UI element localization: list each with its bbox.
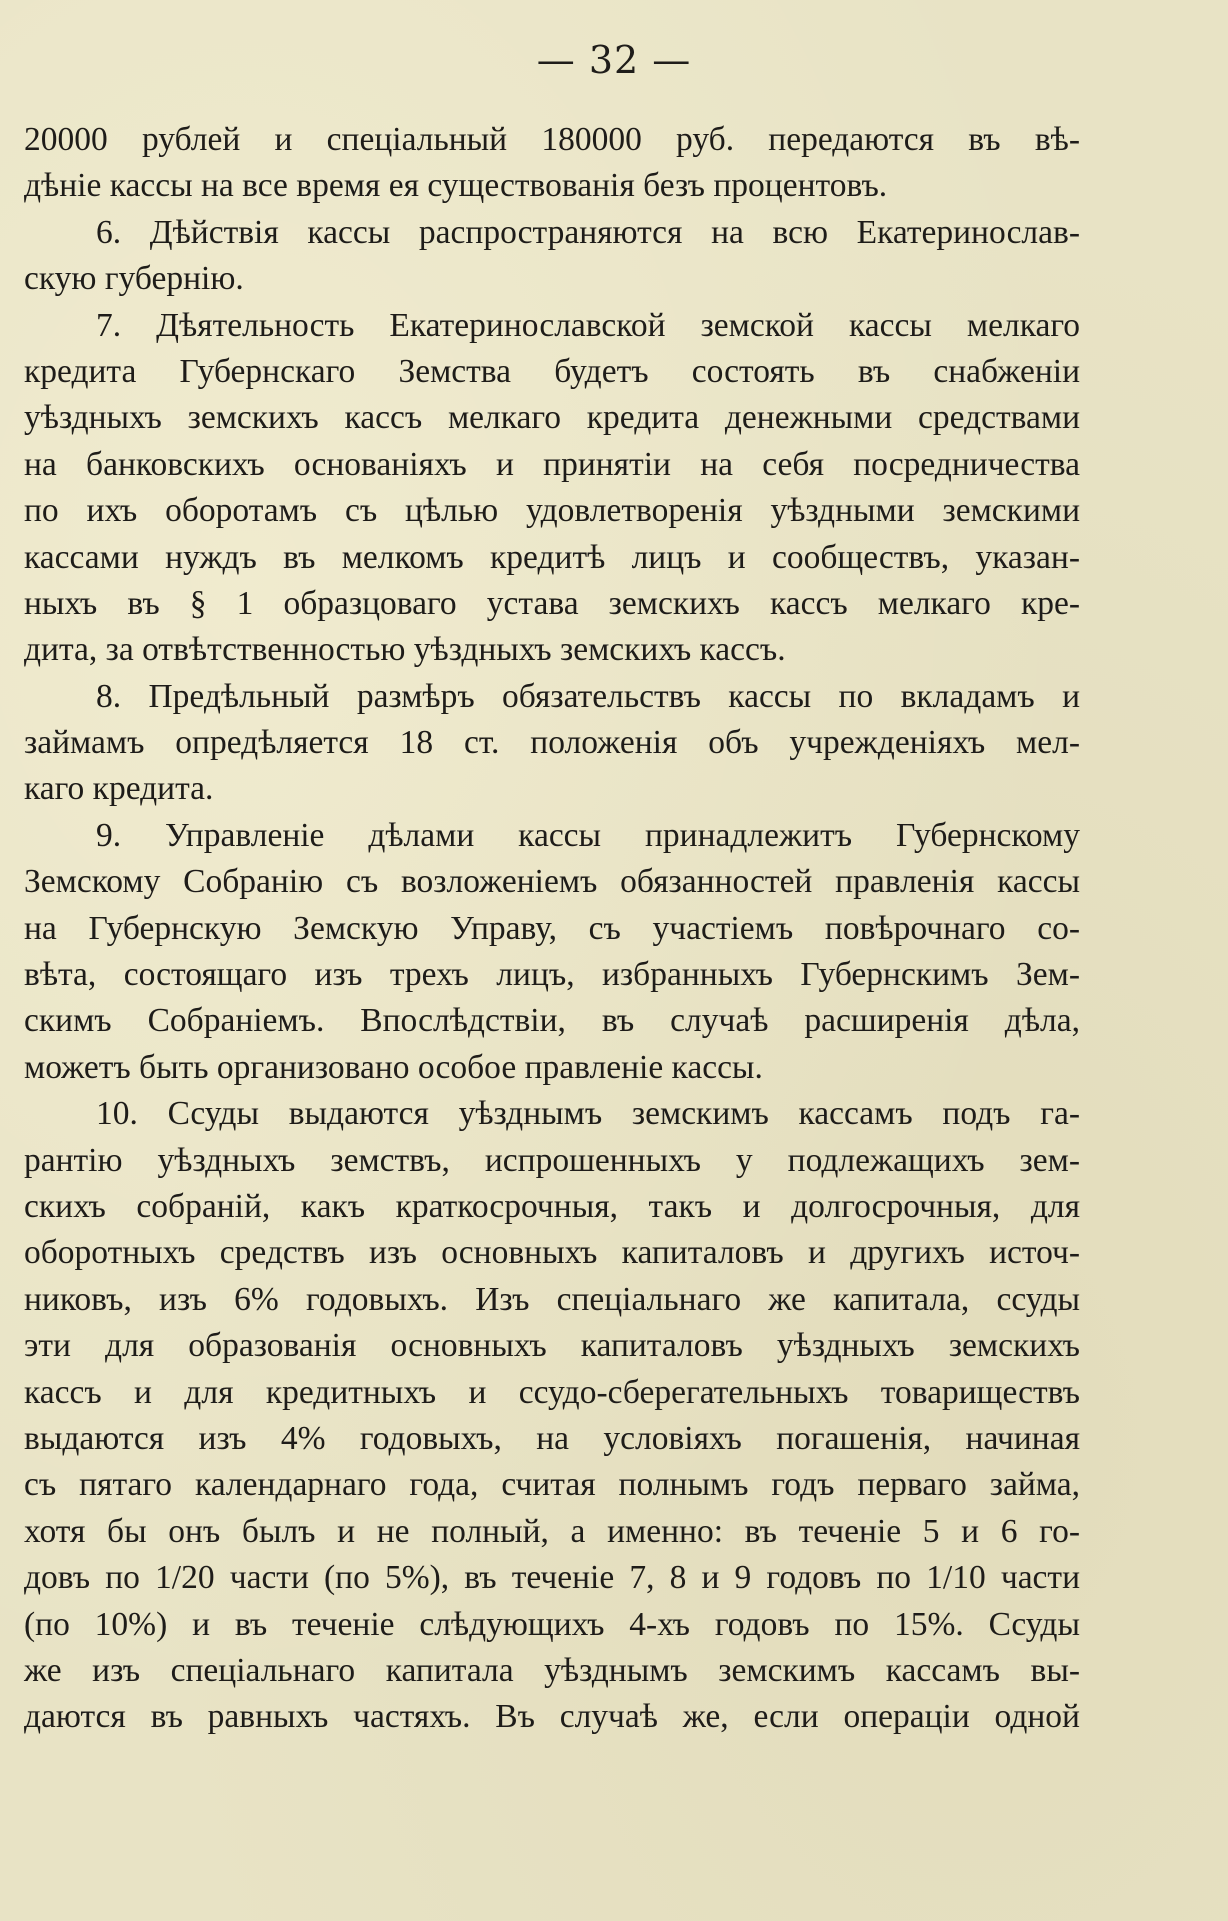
text-line: выдаются изъ 4% годовыхъ, на условіяхъ погашенія, начиная [24, 1419, 1080, 1457]
text-line: дѣніе кассы на все время ея существованія безъ процентовъ. [24, 167, 888, 205]
text-line: хотя бы онъ былъ и не полный, а именно: въ теченіе 5 и 6 го- [24, 1512, 1080, 1550]
text-line: же изъ спеціальнаго капитала уѣзднымъ земскимъ кассамъ вы- [24, 1651, 1080, 1689]
text-line: уѣздныхъ земскихъ кассъ мелкаго кредита денежными средствами [24, 399, 1080, 437]
text-line: дита, за отвѣтственностью уѣздныхъ земскихъ кассъ. [24, 631, 786, 669]
text-line: можетъ быть организовано особое правленіе кассы. [24, 1048, 763, 1086]
text-line: ныхъ въ § 1 образцоваго устава земскихъ кассъ мелкаго кре- [24, 584, 1080, 622]
text-line: каго кредита. [24, 770, 214, 808]
text-line: кредита Губернскаго Земства будетъ состоять въ снабженіи [24, 352, 1080, 390]
text-line: на Губернскую Земскую Управу, съ участіемъ повѣрочнаго со- [24, 909, 1080, 947]
page-number: — 32 — [536, 38, 692, 82]
text-line: оборотныхъ средствъ изъ основныхъ капиталовъ и другихъ источ- [24, 1234, 1080, 1272]
text-line: 9. Управленіе дѣлами кассы принадлежитъ Губернскому [96, 816, 1080, 854]
text-line: даются въ равныхъ частяхъ. Въ случаѣ же, если операціи одной [24, 1698, 1080, 1736]
text-line: рантію уѣздныхъ земствъ, испрошенныхъ у подлежащихъ зем- [24, 1141, 1080, 1179]
text-line: на банковскихъ основаніяхъ и принятіи на себя посредничества [24, 445, 1080, 483]
text-line: 10. Ссуды выдаются уѣзднымъ земскимъ кассамъ подъ га- [96, 1095, 1080, 1133]
text-line: кассами нуждъ въ мелкомъ кредитѣ лицъ и сообществъ, указан- [24, 538, 1080, 576]
text-line: довъ по 1/20 части (по 5%), въ теченіе 7, 8 и 9 годовъ по 1/10 части [24, 1559, 1080, 1597]
text-line: 8. Предѣльный размѣръ обязательствъ кассы по вкладамъ и [96, 677, 1080, 715]
text-line: вѣта, состоящаго изъ трехъ лицъ, избранныхъ Губернскимъ Зем- [24, 956, 1080, 994]
text-line: (по 10%) и въ теченіе слѣдующихъ 4-хъ годовъ по 15%. Ссуды [24, 1605, 1080, 1643]
body-text [24, 117, 1080, 1741]
text-line: скихъ собраній, какъ краткосрочныя, такъ и долгосрочныя, для [24, 1187, 1080, 1225]
text-line: скую губернію. [24, 260, 244, 298]
text-line: по ихъ оборотамъ съ цѣлью удовлетворенія уѣздными земскими [24, 492, 1080, 530]
text-line: скимъ Собраніемъ. Впослѣдствіи, въ случаѣ расширенія дѣла, [24, 1002, 1080, 1040]
text-line: никовъ, изъ 6% годовыхъ. Изъ спеціальнаго же капитала, ссуды [24, 1280, 1080, 1318]
text-line: Земскому Собранію съ возложеніемъ обязанностей правленія кассы [24, 863, 1080, 901]
text-line: 7. Дѣятельность Екатеринославской земской кассы мелкаго [96, 306, 1080, 344]
text-line: 6. Дѣйствія кассы распространяются на всю Екатеринослав- [96, 213, 1080, 251]
text-line: займамъ опредѣляется 18 ст. положенія объ учрежденіяхъ мел- [24, 724, 1080, 762]
text-line: эти для образованія основныхъ капиталовъ уѣздныхъ земскихъ [24, 1327, 1080, 1365]
text-line: кассъ и для кредитныхъ и ссудо-сберегательныхъ товариществъ [24, 1373, 1080, 1411]
text-line: 20000 рублей и спеціальный 180000 руб. передаются въ вѣ- [24, 121, 1080, 158]
text-line: съ пятаго календарнаго года, считая полнымъ годъ перваго займа, [24, 1466, 1080, 1504]
